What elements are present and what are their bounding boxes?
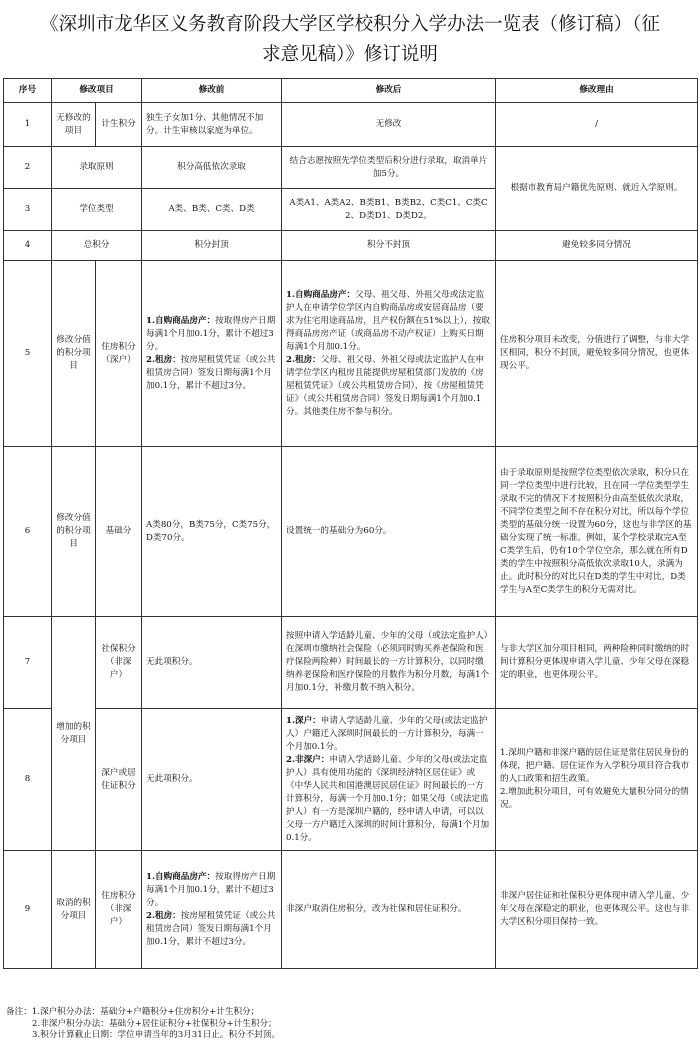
- reason-item-1: 1.深圳户籍和非深户籍的居住证是常住居民身份的体现，把户籍、居住证作为入学积分项目符合我市的人口政策和招生政策。: [500, 748, 690, 784]
- row-before: 积分封顶: [142, 231, 282, 261]
- note-1: 备注：1.深户积分办法：基础分+户籍积分+住房积分+计生积分；: [6, 1007, 260, 1017]
- after-item-1-label: 1.自购商品房产：: [286, 289, 356, 300]
- row-category: 修改分值的积分项目: [52, 447, 96, 617]
- row-reason: 由于录取原则是按照学位类型依次录取，积分只在同一学位类型中进行比较，且在同一学位类型学生录取不完的情况下才按照积分由高至低依次录取，不同学位类型之间不存在积分对比，所以每个学位类型的基础分统一设置为60分，这也与非学区的基础分实现了统一标准。例如，某个学校录取完A至C类学生后，仍有10个学位空余，那么就在所有D类的学生中按照积分高低依次录取10人，录满为止。此时积分的对比只在D类的学生中对比，D类学生与A至C类学生的积分无需对比。: [496, 447, 698, 617]
- row-no: 6: [4, 447, 52, 617]
- before-item-1: [146, 315, 277, 354]
- row-no: 9: [4, 851, 52, 969]
- before-item-2-text: 按房屋租赁凭证（或公共租赁房合同）签发日期每满1个月加0.1分，累计不超过3分。: [146, 910, 276, 947]
- before-item-2-label: 2.租房：: [146, 910, 181, 921]
- after-item-1-text: 父母、祖父母、外祖父母或法定监护人在申请学位学区内自购商品房或安居商品房（要求为住宅用途商品房，且产权份额在51%以上），按取得商品房房产证（或商品房不动产权证）上购买日期每满1个月加0.1分。: [286, 289, 490, 352]
- after-item-2: [286, 354, 491, 419]
- table-row: [4, 103, 698, 147]
- row-subitem: 住房积分（非深户）: [96, 851, 142, 969]
- after-item-1: [286, 289, 491, 354]
- row-subitem: 住房积分（深户）: [96, 261, 142, 447]
- after-item-2-text: 父母、祖父母、外祖父母或法定监护人在申请学位学区内租房且能提供房屋租赁部门发放的《房屋租赁凭证》（或公共租赁房合同），按《房屋租赁凭证》（或公共租赁房合同）签发日期每满1个月加0.1分。其他类住房不参与积分。: [286, 354, 485, 417]
- row-subitem: 社保积分（非深户）: [96, 617, 142, 709]
- row-before: 独生子女加1分、其他情况不加分。计生审核以家庭为单位。: [142, 103, 282, 147]
- row-after: 按照申请入学适龄儿童、少年的父母（或法定监护人）在深圳市缴纳社会保险（必须同时购买养老保险和医疗保险两险种）时间最长的一方计算积分，以同时缴纳养老保险和医疗保险的月数作为积分月数，每满1个月加0.1分，补缴月数不纳入积分。: [282, 617, 496, 709]
- row-no: 1: [4, 103, 52, 147]
- before-item-2-text: 按房屋租赁凭证（或公共租赁房合同）签发日期每满1个月加0.1分，累计不超过3分。: [146, 354, 276, 391]
- row-category: 增加的积分项目: [52, 617, 96, 851]
- header-item: 修改项目: [52, 79, 142, 103]
- row-before: [142, 261, 282, 447]
- header-no: 序号: [4, 79, 52, 103]
- row-reason: 根据市教育局户籍优先原则、就近入学原则。: [496, 147, 698, 231]
- row-category: 修改分值的积分项目: [52, 261, 96, 447]
- before-item-1-text: 按取得房产日期每满1个月加0.1分，累计不超过3分。: [146, 315, 276, 352]
- table-row: [4, 447, 698, 617]
- row-before: 无此项积分。: [142, 617, 282, 709]
- after-item-2-label: 2.非深户：: [286, 754, 330, 765]
- table-header-row: [4, 79, 698, 103]
- row-after: [282, 261, 496, 447]
- note-2: 2.非深户积分办法：基础分+居住证积分+社保积分+计生积分；: [32, 1018, 277, 1029]
- row-subitem: 计生积分: [96, 103, 142, 147]
- row-reason: 非深户居住证和社保积分更体现申请入学儿童、少年父母在深稳定的职业，也更体现公平。这也与非大学区积分项目保持一致。: [496, 851, 698, 969]
- row-item: 总积分: [52, 231, 142, 261]
- row-no: 3: [4, 189, 52, 231]
- notes: [6, 1007, 696, 1042]
- title-line-2: 求意见稿）》修订说明: [262, 44, 438, 65]
- row-subitem: 基础分: [96, 447, 142, 617]
- row-after: [282, 709, 496, 851]
- row-subitem: 深户或居住证积分: [96, 709, 142, 851]
- before-item-2: [146, 910, 277, 949]
- table-row: [4, 617, 698, 709]
- row-after: 无修改: [282, 103, 496, 147]
- before-item-2: [146, 354, 277, 393]
- header-after: 修改后: [282, 79, 496, 103]
- table-row: [4, 851, 698, 969]
- row-before: A类、B类、C类、D类: [142, 189, 282, 231]
- table-row: [4, 231, 698, 261]
- row-before: A类80分，B类75分，C类75分，D类70分。: [142, 447, 282, 617]
- row-no: 7: [4, 617, 52, 709]
- table-row: [4, 709, 698, 851]
- row-before: [142, 851, 282, 969]
- row-no: 5: [4, 261, 52, 447]
- revision-table: [3, 78, 698, 969]
- after-item-1: [286, 715, 491, 754]
- reason-item-2: 2.增加此积分项目，可有效避免大量积分同分的情况。: [500, 787, 689, 810]
- table-row: [4, 261, 698, 447]
- before-item-2-label: 2.租房：: [146, 354, 181, 365]
- row-reason: 避免较多同分情况: [496, 231, 698, 261]
- before-item-1-text: 按取得房产日期每满1个月加0.1分，累计不超过3分。: [146, 871, 276, 908]
- row-after: 结合志愿按照先学位类型后积分进行录取，取消单片加5分。: [282, 147, 496, 189]
- title-line-1: 《深圳市龙华区义务教育阶段大学区学校积分入学办法一览表（修订稿）（征: [40, 14, 660, 35]
- row-item: 学位类型: [52, 189, 142, 231]
- note-3: 3.积分计算截止日期：学位申请当年的3月31日止。积分不封顶。: [32, 1030, 281, 1040]
- row-reason: 住房积分项目未改变，分值进行了调整，与非大学区相同，积分不封顶，避免较多同分情况，也更体现公平。: [496, 261, 698, 447]
- row-before: 积分高低依次录取: [142, 147, 282, 189]
- after-item-2-text: 申请入学适龄儿童、少年的父母(或法定监护人）具有使用功能的《深圳经济特区居住证》或《中华人民共和国港澳居民居住证》时间最长的一方计算积分，每满一个月加0.1分；如果父母（或法定监护人）有一方是深圳户籍的，经申请人申请，可以以父母一方户籍迁入深圳的时间计算积分，每满1个月加0.1分。: [286, 754, 490, 843]
- after-item-1-text: 申请入学适龄儿童、少年的父母(或法定监护人）户籍迁入深圳时间最长的一方计算积分，每满一个月加0.1分。: [286, 715, 488, 752]
- page-title: [0, 10, 700, 70]
- row-reason: [496, 709, 698, 851]
- row-before: 无此项积分。: [142, 709, 282, 851]
- after-item-2-label: 2.租房：: [286, 354, 321, 365]
- row-no: 2: [4, 147, 52, 189]
- row-category: 无修改的项目: [52, 103, 96, 147]
- before-item-1-label: 1.自购商品房产：: [146, 871, 216, 882]
- row-after: 设置统一的基础分为60分。: [282, 447, 496, 617]
- header-reason: 修改理由: [496, 79, 698, 103]
- after-item-2: [286, 754, 491, 845]
- row-no: 4: [4, 231, 52, 261]
- row-after: 积分不封顶: [282, 231, 496, 261]
- row-item: 录取原则: [52, 147, 142, 189]
- row-after: A类A1、A类A2、B类B1、B类B2、C类C1、C类C2、D类D1、D类D2。: [282, 189, 496, 231]
- row-no: 8: [4, 709, 52, 851]
- row-reason: 与非大学区加分项目相同，两种险种同时缴纳的时间计算积分更体现申请入学儿童、少年父母在深稳定的职业，也更体现公平。: [496, 617, 698, 709]
- before-item-1: [146, 871, 277, 910]
- row-reason: /: [496, 103, 698, 147]
- row-after: 非深户取消住房积分，改为社保和居住证积分。: [282, 851, 496, 969]
- header-before: 修改前: [142, 79, 282, 103]
- table-row: [4, 147, 698, 189]
- after-item-1-label: 1.深户：: [286, 715, 321, 726]
- row-category: 取消的积分项目: [52, 851, 96, 969]
- before-item-1-label: 1.自购商品房产：: [146, 315, 216, 326]
